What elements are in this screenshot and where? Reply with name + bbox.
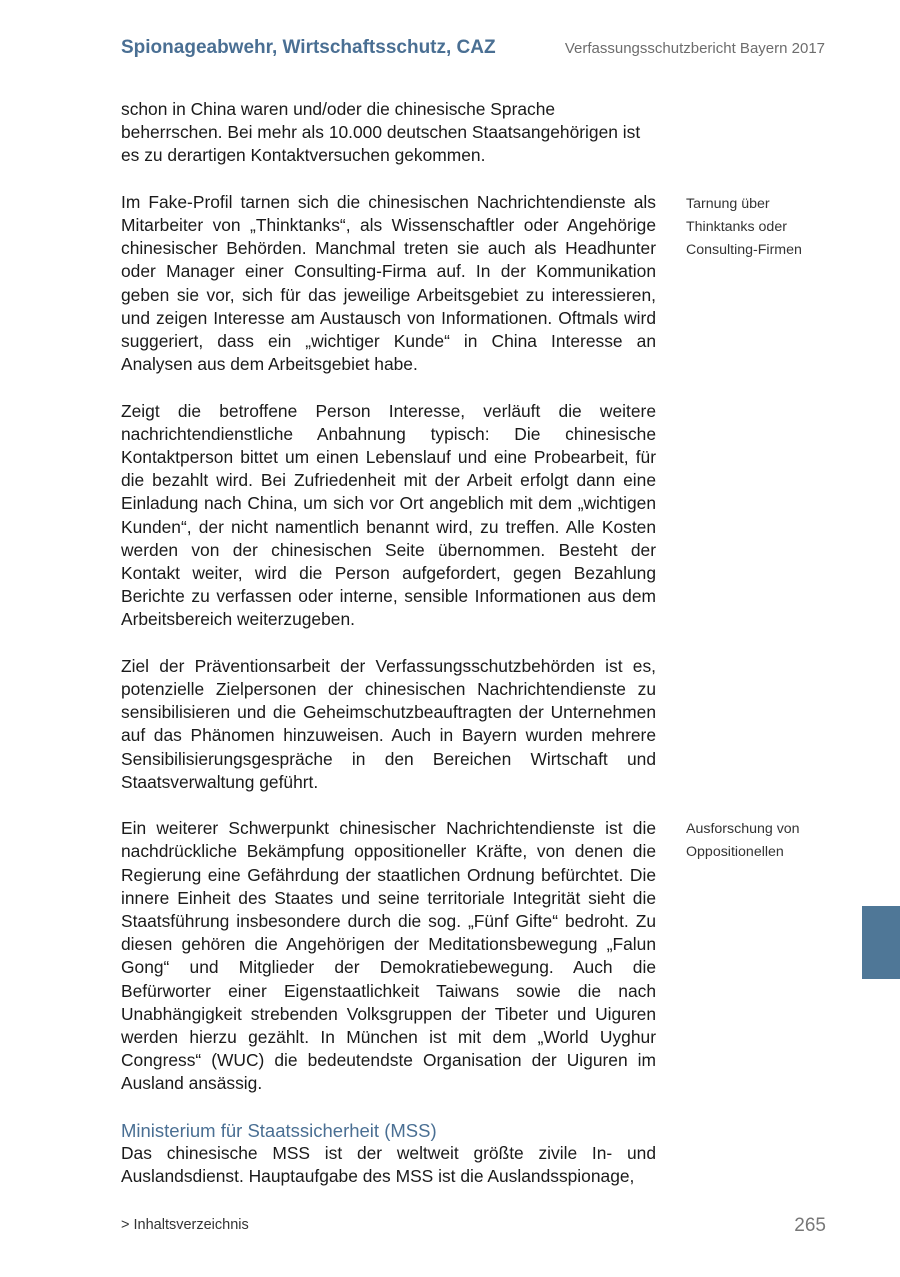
paragraph-3: Zeigt die betroffene Person Interesse, verläuft die weitere nachrichtendienstliche Anbahnung typisch: Die chinesische Kontaktperson bittet um einen Lebenslauf und eine Probearbeit, für die bezahlt wird. Bei Zufriedenheit mit der Arbeit erfolgt dann eine Einladung nach China, um sich vor Ort angeblich mit dem „wichtigen Kunden“, der nicht namentlich benannt wird, zu treffen. Alle Kosten werden von der chinesischen Seite übernommen. Besteht der Kontakt weiter, wird die Person aufgefordert, gegen Bezahlung Berichte zu verfassen oder interne, sensible Informationen aus dem Arbeitsbereich weiterzugeben. [121,400,656,630]
margin-note-tarnung: Tarnung über Thinktanks oder Consulting-Firmen [686,196,802,259]
paragraph-2: Im Fake-Profil tarnen sich die chinesischen Nachrichtendienste als Mitarbeiter von „Thinktanks“, als Wissenschaftler oder Angehörige chinesischer Behörden. Manchmal treten sie auch als Headhunter oder Manager einer Consulting-Firma auf. In der Kommunikation geben sie vor, sich für das jeweilige Arbeitsgebiet zu interessieren, und zeigen Interesse am Austausch von Informationen. Oftmals wird suggeriert, dass ein „wichtiger Kunde“ in China Interesse an Analysen aus dem Arbeitsgebiet habe. [121,191,656,375]
paragraph-6: Das chinesische MSS ist der weltweit größte zivile In- und Auslandsdienst. Hauptaufgabe des MSS ist die Auslandsspionage, [121,1143,656,1187]
paragraph-5: Ein weiterer Schwerpunkt chinesischer Nachrichtendienste ist die nachdrückliche Bekämpfung oppositioneller Kräfte, von denen die Regierung eine Gefährdung der staatlichen Ordnung befürchtet. Die innere Einheit des Staates und seine territoriale Integrität sieht die Staatsführung insbesondere durch die sog. „Fünf Gifte“ bedroht. Zu diesen gehören die Angehörigen der Meditationsbewegung „Falun Gong“ und Mitglieder der Demokratiebewegung. Auch die Befürworter einer Eigenstaatlichkeit Taiwans sowie die nach Unabhängigkeit strebenden Volksgruppen der Tibeter und Uiguren werden hierzu gezählt. In München ist mit dem „World Uyghur Congress“ (WUC) die bedeutendste Organisation der Uiguren im Ausland ansässig. [121,818,656,1094]
section-title: Spionageabwehr, Wirtschaftsschutz, CAZ [121,37,496,58]
paragraph-4: Ziel der Präventionsarbeit der Verfassungsschutzbehörden ist es, potenzielle Zielpersonen der chinesischen Nachrichtendienste zu sensibilisieren und die Geheimschutzbeauftragten der Unternehmen auf das Phänomen hinzuweisen. Auch in Bayern wurden mehrere Sensibilisierungsgespräche in den Bereichen Wirtschaft und Staatsverwaltung geführt. [121,655,656,792]
toc-link[interactable]: > Inhaltsverzeichnis [121,1217,249,1233]
report-title: Verfassungsschutzbericht Bayern 2017 [564,40,825,57]
paragraph-1: schon in China waren und/oder die chinesische Sprache beherrschen. Bei mehr als 10.000 deutschen Staatsangehörigen ist es zu derartigen Kontaktversuchen gekommen. [121,99,641,166]
chapter-tab-marker [862,906,900,979]
page-number: 265 [794,1215,826,1236]
subheading-mss: Ministerium für Staatssicherheit (MSS) [121,1119,437,1141]
main-text-column [121,98,656,1212]
margin-note-ausforschung: Ausforschung von Oppositionellen [686,821,800,861]
